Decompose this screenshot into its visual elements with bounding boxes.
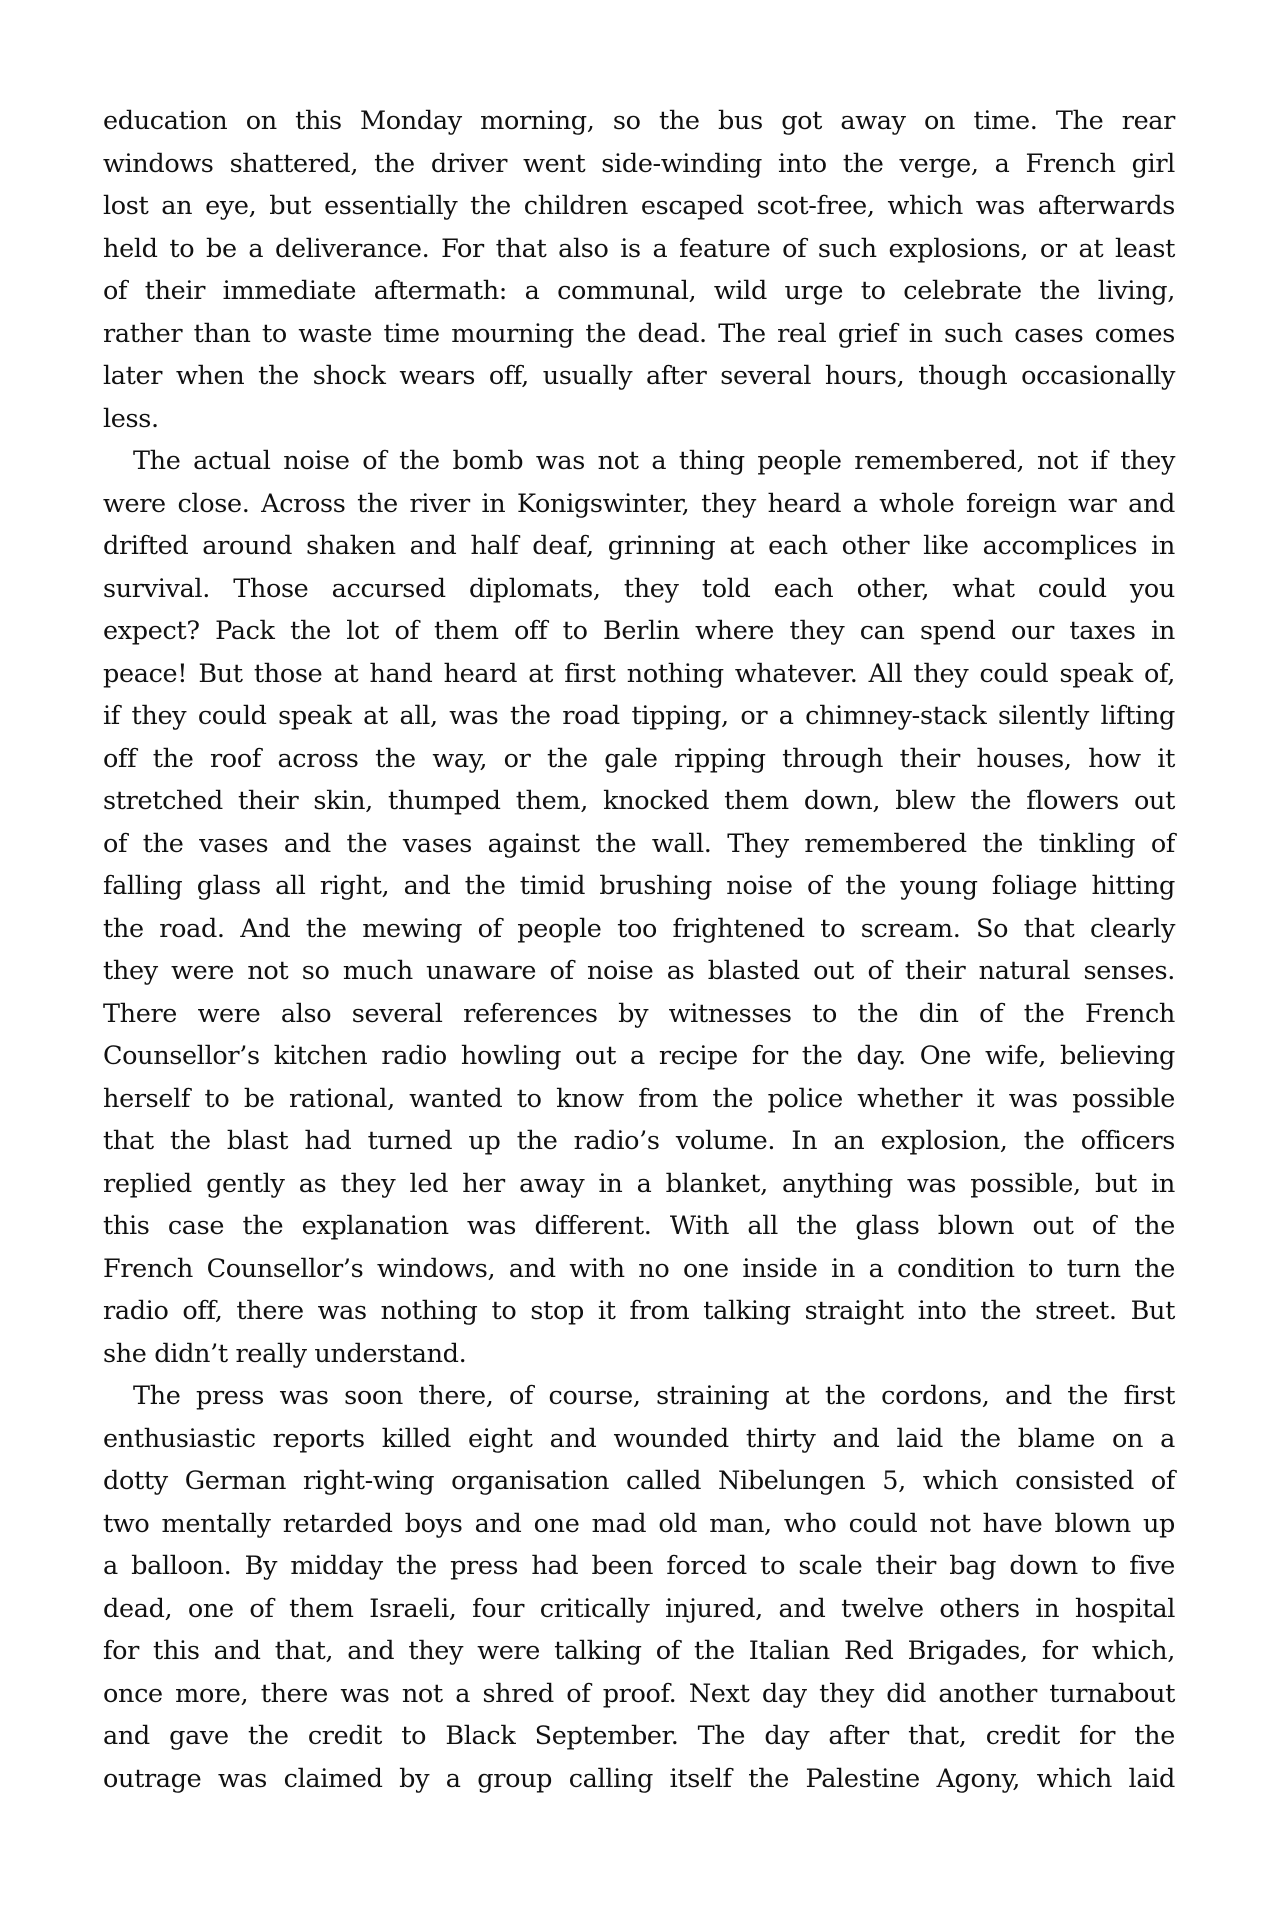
text-line: enthusiastic reports killed eight and wounded thirty and laid the blame on a [103,1423,1175,1454]
text-line: were close. Across the river in Konigswinter, they heard a whole foreign war and [103,488,1175,519]
text-line: of the vases and the vases against the wall. They remembered the tinkling of [103,828,1175,859]
text-line: they were not so much unaware of noise as blasted out of their natural senses. [103,956,1175,986]
text-line: that the blast had turned up the radio’s volume. In an explosion, the officers [103,1126,1175,1156]
text-line: replied gently as they led her away in a blanket, anything was possible, but in [103,1168,1175,1199]
text-line: she didn’t really understand. [103,1338,467,1369]
text-line: this case the explanation was different. With all the glass blown out of the [103,1211,1175,1241]
text-line: lost an eye, but essentially the children escaped scot-free, which was afterwards [103,191,1175,221]
paragraph-1 [103,100,1175,440]
text-line: herself to be rational, wanted to know from the police whether it was possible [103,1083,1175,1114]
text-line: dead, one of them Israeli, four critically injured, and twelve others in hospital [103,1593,1175,1624]
text-line: held to be a deliverance. For that also is a feature of such explosions, or at least [103,233,1175,264]
text-line: two mentally retarded boys and one mad old man, who could not have blown up [103,1508,1175,1539]
text-line: French Counsellor’s windows, and with no one inside in a condition to turn the [103,1253,1175,1284]
text-line: outrage was claimed by a group calling itself the Palestine Agony, which laid [103,1763,1175,1794]
text-line: rather than to waste time mourning the dead. The real grief in such cases comes [103,318,1175,349]
text-line: Counsellor’s kitchen radio howling out a recipe for the day. One wife, believing [103,1041,1175,1071]
text-line: survival. Those accursed diplomats, they told each other, what could you [103,573,1175,604]
text-line: radio off, there was nothing to stop it from talking straight into the street. But [103,1296,1175,1326]
text-line: drifted around shaken and half deaf, grinning at each other like accomplices in [103,531,1175,561]
text-line: windows shattered, the driver went side-winding into the verge, a French girl [103,148,1175,179]
book-page [103,100,1175,1800]
text-line: expect? Pack the lot of them off to Berlin where they can spend our taxes in [103,616,1175,646]
text-line: for this and that, and they were talking of the Italian Red Brigades, for which, [103,1636,1175,1666]
text-line: less. [103,403,159,434]
text-line: the road. And the mewing of people too frightened to scream. So that clearly [103,913,1175,944]
text-line: The press was soon there, of course, straining at the cordons, and the first [133,1381,1175,1411]
text-line: once more, there was not a shred of proof. Next day they did another turnabout [103,1678,1175,1709]
text-line: falling glass all right, and the timid brushing noise of the young foliage hitting [103,871,1175,901]
paragraph-3 [103,1375,1175,1800]
text-line: if they could speak at all, was the road tipping, or a chimney-stack silently lifting [103,701,1175,731]
text-line: later when the shock wears off, usually after several hours, though occasionally [103,361,1175,391]
text-line: dotty German right-wing organisation called Nibelungen 5, which consisted of [103,1466,1175,1496]
text-line: a balloon. By midday the press had been forced to scale their bag down to five [103,1551,1175,1581]
text-line: of their immediate aftermath: a communal, wild urge to celebrate the living, [103,276,1175,306]
paragraph-2 [103,440,1175,1375]
text-line: education on this Monday morning, so the bus got away on time. The rear [103,106,1175,136]
text-line: stretched their skin, thumped them, knocked them down, blew the flowers out [103,786,1175,816]
text-line: The actual noise of the bomb was not a thing people remembered, not if they [133,446,1175,476]
text-line: off the roof across the way, or the gale ripping through their houses, how it [103,743,1175,774]
text-line: There were also several references by witnesses to the din of the French [103,998,1175,1029]
text-line: and gave the credit to Black September. The day after that, credit for the [103,1721,1175,1751]
text-line: peace! But those at hand heard at first nothing whatever. All they could speak of, [103,658,1175,689]
